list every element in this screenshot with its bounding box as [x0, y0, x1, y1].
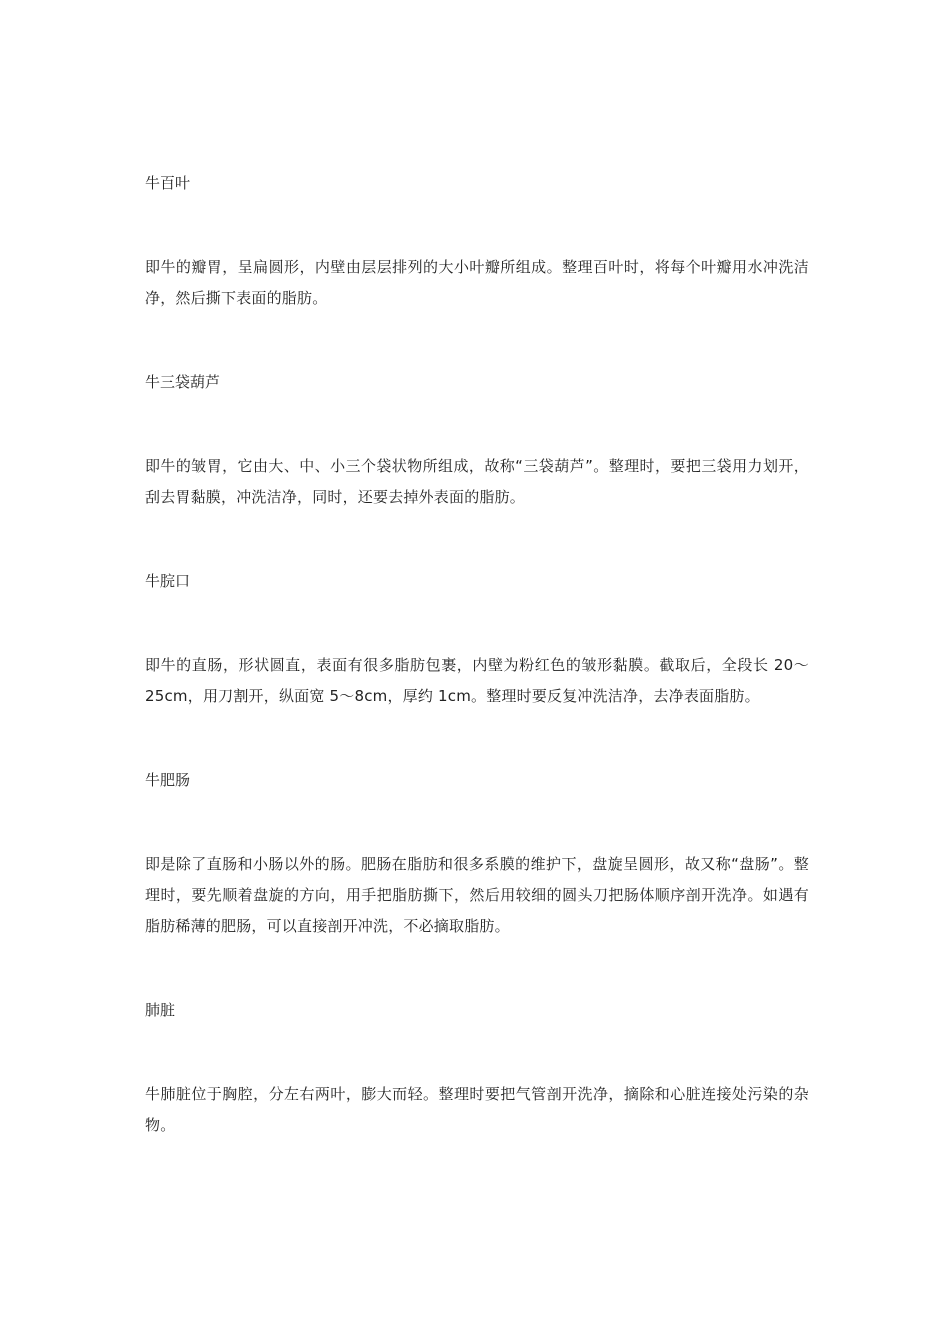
section-body-wankou: 即牛的直肠，形状圆直，表面有很多脂肪包裹，内壁为粉红色的皱形黏膜。截取后，全段长 20～25cm，用刀割开，纵面宽 5～8cm，厚约 1cm。整理时要反复冲洗洁净，去净表面脂肪。	[145, 656, 809, 705]
section-heading-feizang: 肺脏	[145, 1001, 176, 1019]
spacer	[145, 513, 809, 566]
document-content	[145, 168, 809, 1141]
section-body-feizang: 牛肺脏位于胸腔，分左右两叶，膨大而轻。整理时要把气管剖开洗净，摘除和心脏连接处污染的杂物。	[145, 1085, 809, 1134]
spacer	[145, 942, 809, 995]
spacer	[145, 597, 809, 650]
spacer	[145, 796, 809, 849]
spacer	[145, 314, 809, 367]
spacer	[145, 712, 809, 765]
section-body-feichang: 即是除了直肠和小肠以外的肠。肥肠在脂肪和很多系膜的维护下，盘旋呈圆形，故又称“盘肠”。整理时，要先顺着盘旋的方向，用手把脂肪撕下，然后用较细的圆头刀把肠体顺序剖开洗净。如遇有脂肪稀薄的肥肠，可以直接剖开冲洗，不必摘取脂肪。	[145, 855, 809, 935]
section-heading-sandai-hulu: 牛三袋葫芦	[145, 373, 221, 391]
section-heading-feichang: 牛肥肠	[145, 771, 191, 789]
spacer	[145, 398, 809, 451]
section-body-sandai-hulu: 即牛的皱胃，它由大、中、小三个袋状物所组成，故称“三袋葫芦”。整理时，要把三袋用力划开，刮去胃黏膜，冲洗洁净，同时，还要去掉外表面的脂肪。	[145, 457, 809, 506]
section-heading-baiye: 牛百叶	[145, 174, 191, 192]
section-body-baiye: 即牛的瓣胃，呈扁圆形，内壁由层层排列的大小叶瓣所组成。整理百叶时，将每个叶瓣用水冲洗洁净，然后撕下表面的脂肪。	[145, 258, 809, 307]
spacer	[145, 1026, 809, 1079]
spacer	[145, 199, 809, 252]
section-heading-wankou: 牛脘口	[145, 572, 191, 590]
